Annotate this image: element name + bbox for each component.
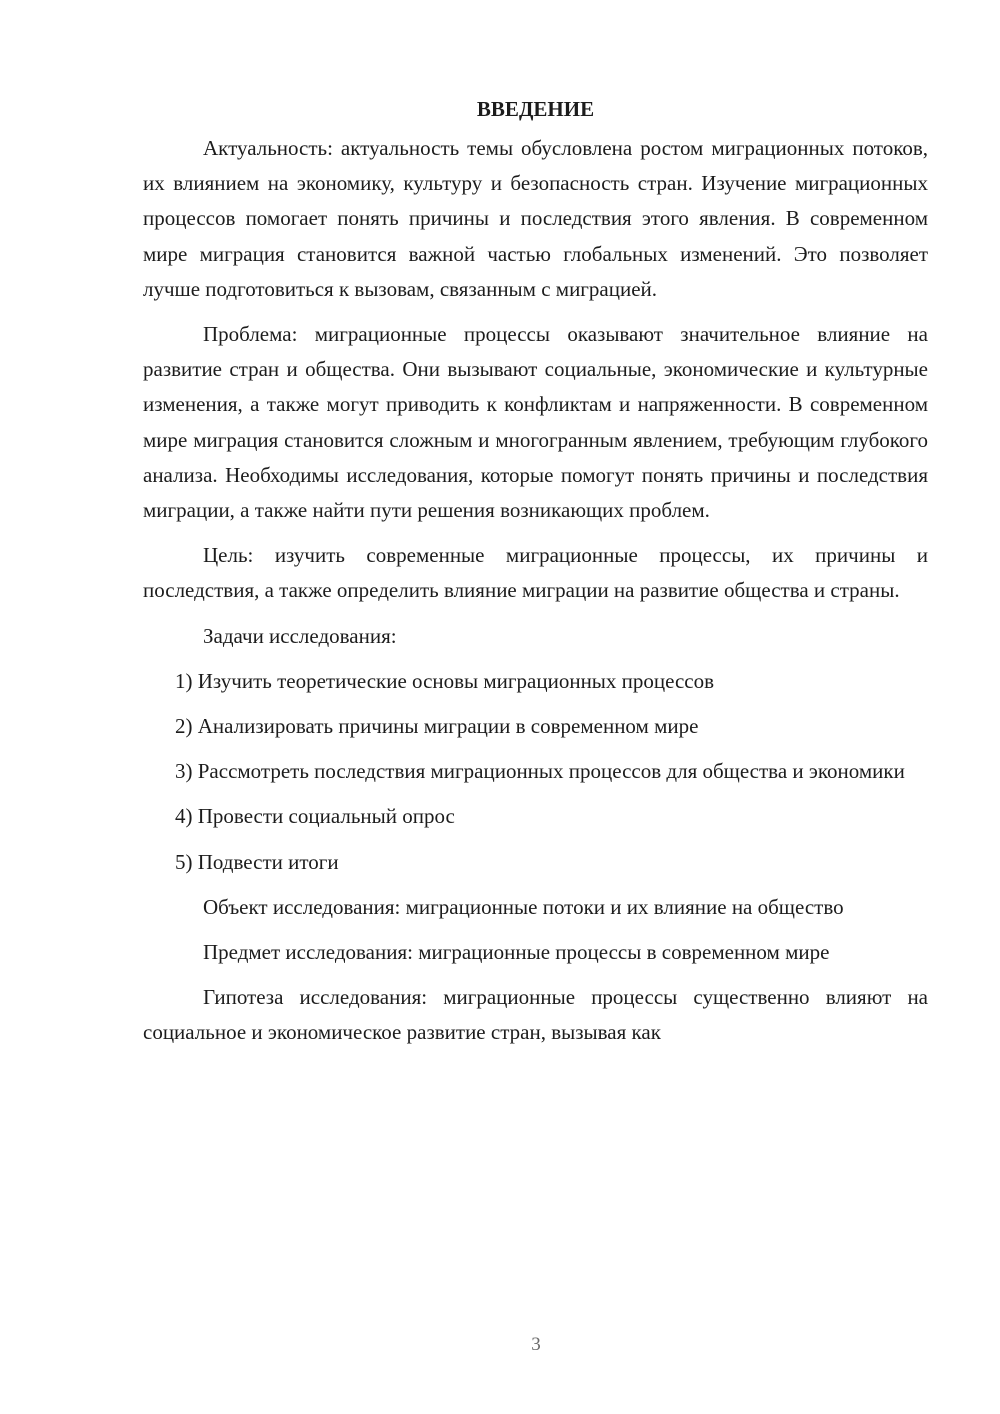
page-number: 3 <box>531 1334 541 1355</box>
tasks-heading: Задачи исследования: <box>203 623 397 648</box>
paragraph-object: Объект исследования: миграционные потоки и их влияние на общество <box>203 894 844 919</box>
paragraph-subject: Предмет исследования: миграционные процессы в современном мире <box>203 940 830 965</box>
paragraph-relevance: Актуальность: актуальность темы обусловлена ростом миграционных потоков, их влиянием на экономику, культуру и безопасность стран. Изучение миграционных процессов помогает понять причины и последствия этого явления. В современном мире миграция становится важной частью глобальных изменений. Это позволяет лучше подготовиться к вызовам, связанным с миграцией. <box>143 136 928 301</box>
task-item: 4) Провести социальный опрос <box>175 804 455 829</box>
task-item: 5) Подвести итоги <box>175 849 339 874</box>
paragraph-problem: Проблема: миграционные процессы оказывают значительное влияние на развитие стран и общества. Они вызывают социальные, экономические и культурные изменения, а также могут приводить к конфликтам и напряженности. В современном мире миграция становится сложным и многогранным явлением, требующим глубокого анализа. Необходимы исследования, которые помогут понять причины и последствия миграции, а также найти пути решения возникающих проблем. <box>143 322 928 523</box>
paragraph-hypothesis: Гипотеза исследования: миграционные процессы существенно влияют на социальное и экономическое развитие стран, вызывая как <box>143 985 928 1045</box>
task-item: 3) Рассмотреть последствия миграционных процессов для общества и экономики <box>175 759 905 784</box>
task-item: 2) Анализировать причины миграции в современном мире <box>175 714 699 739</box>
paragraph-goal: Цель: изучить современные миграционные процессы, их причины и последствия, а также определить влияние миграции на развитие общества и страны. <box>143 543 928 603</box>
page-title: ВВЕДЕНИЕ <box>476 97 595 121</box>
task-item: 1) Изучить теоретические основы миграционных процессов <box>175 668 715 693</box>
document-page <box>143 92 928 1051</box>
